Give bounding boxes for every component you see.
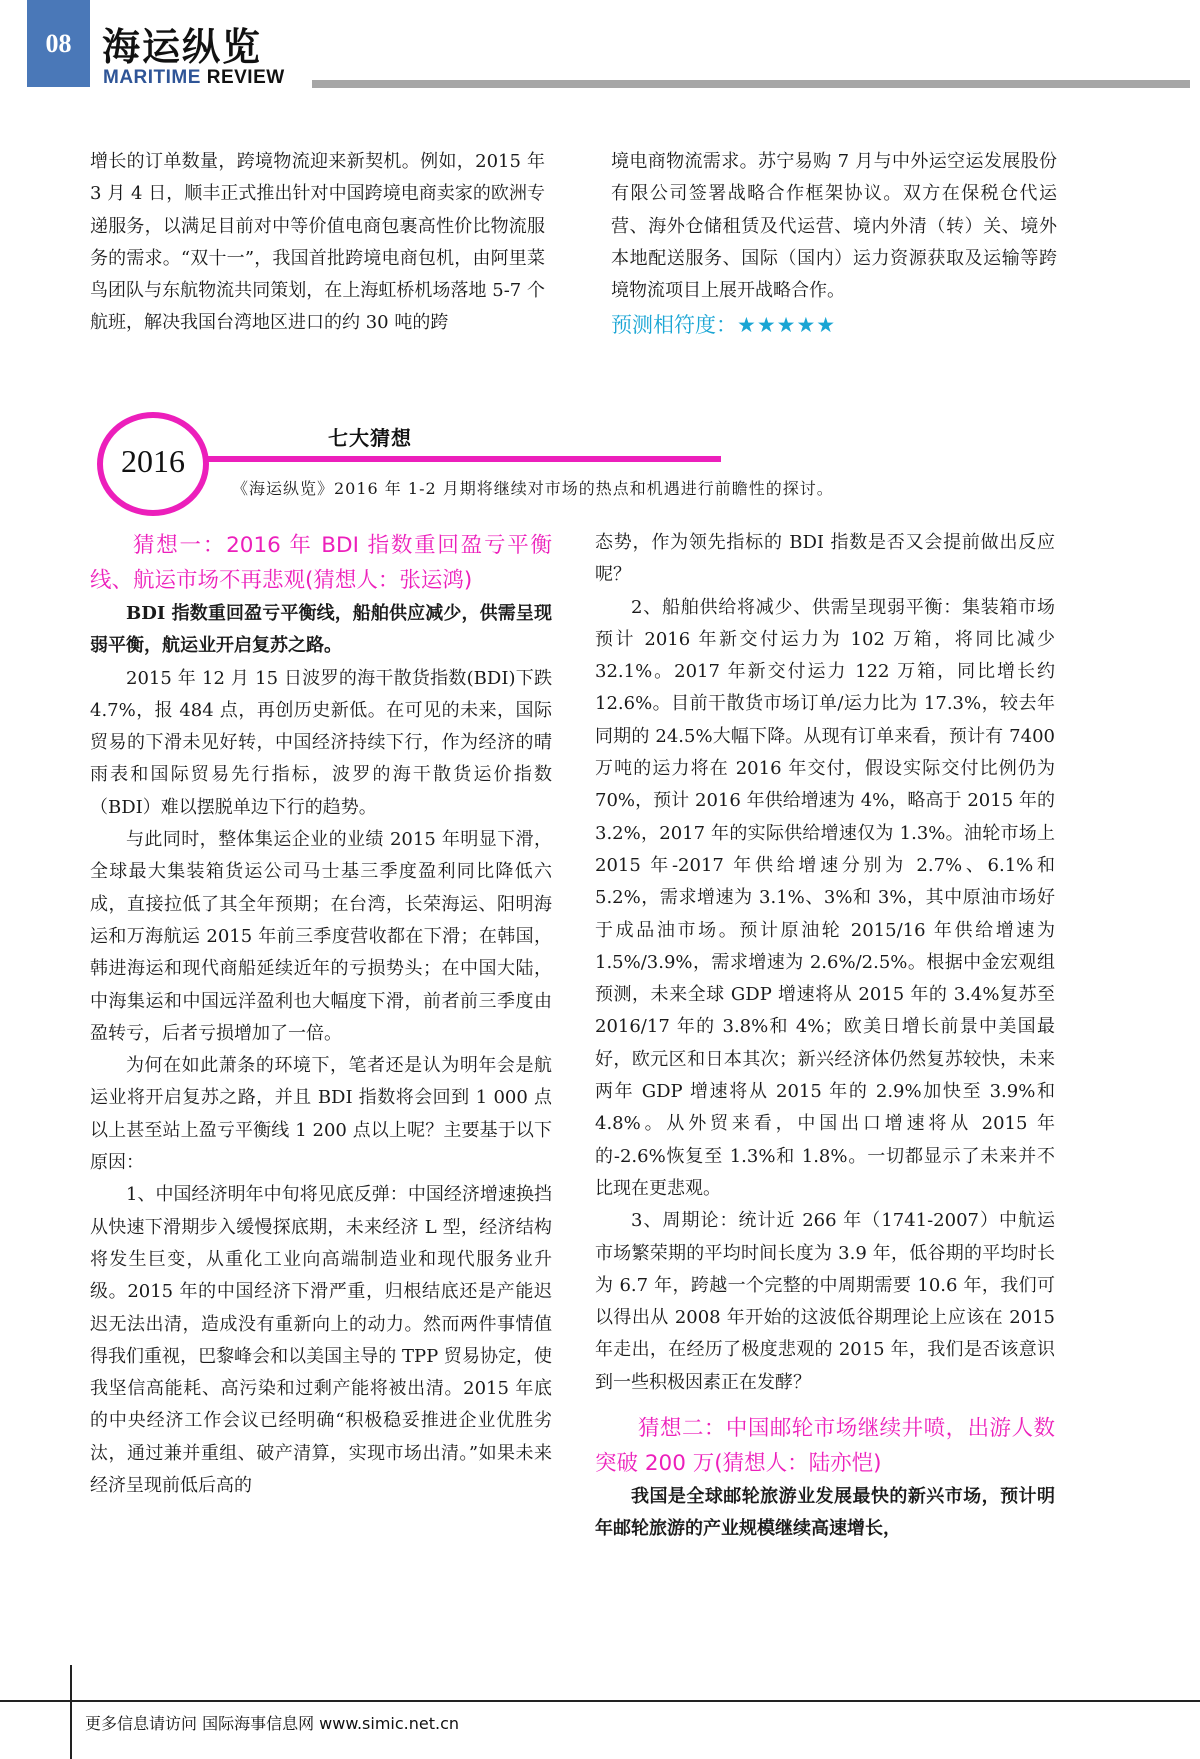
guess2-heading: 猜想二：中国邮轮市场继续井喷，出游人数突破 200 万(猜想人：陆亦恺) xyxy=(595,1416,1055,1477)
guess2-lead: 我国是全球邮轮旅游业发展最快的新兴市场，预计明年邮轮旅游的产业规模继续高速增长， xyxy=(595,1486,1055,1540)
top-right-column xyxy=(611,146,1057,343)
prediction-rating xyxy=(611,307,1057,343)
footer-vertical-rule xyxy=(70,1665,72,1759)
section-subtitle: 《海运纵览》2016 年 1-2 月期将继续对市场的热点和机遇进行前瞻性的探讨。 xyxy=(232,479,834,498)
right-main-column xyxy=(595,527,1055,1546)
guess1-paragraph-4: 1、中国经济明年中旬将见底反弹：中国经济增速换挡从快速下滑期步入缓慢探底期，未来经济 L 型，经济结构将发生巨变，从重化工业向高端制造业和现代服务业升级。2015 年的中国经济下滑严重，归根结底还是产能迟迟无法出清，造成没有重新向上的动力。然而两件事情值得我们重视，巴黎峰会和以美国主导的 TPP 贸易协定，使我坚信高能耗、高污染和过剩产能将被出清。2015 年底的中央经济工作会议已经明确“积极稳妥推进企业优胜劣汰，通过兼并重组、破产清算，实现市场出清。”如果未来经济呈现前低后高的 xyxy=(90,1184,552,1497)
guess1-lead: BDI 指数重回盈亏平衡线，船舶供应减少，供需呈现弱平衡，航运业开启复苏之路。 xyxy=(90,603,552,657)
right-paragraph-2: 3、周期论：统计近 266 年（1741-2007）中航运市场繁荣期的平均时间长度为 3.9 年，低谷期的平均时长为 6.7 年，跨越一个完整的中周期需要 10.6 年，我们可以得出从 2008 年开始的这波低谷期理论上应该在 2015 年走出，在经历了极度悲观的 2015 年，我们是否该意识到一些积极因素正在发酵？ xyxy=(595,1210,1055,1393)
rating-label: 预测相符度： xyxy=(611,313,737,338)
guess1-paragraph-3: 为何在如此萧条的环境下，笔者还是认为明年会是航运业将开启复苏之路，并且 BDI 指数将会回到 1 000 点以上甚至站上盈亏平衡线 1 200 点以上呢？主要基于以下原因： xyxy=(90,1055,552,1174)
top-left-paragraph: 增长的订单数量，跨境物流迎来新契机。例如，2015 年 3 月 4 日，顺丰正式推出针对中国跨境电商卖家的欧洲专递服务，以满足目前对中等价值电商包裹高性价比物流服务的需求。“双十一”，我国首批跨境电商包机，由阿里菜鸟团队与东航物流共同策划，在上海虹桥机场落地 5-7 个航班，解决我国台湾地区进口的约 30 吨的跨 xyxy=(90,151,545,334)
top-left-column xyxy=(90,146,545,340)
subtitle-maritime: MARITIME xyxy=(103,67,201,88)
guess1-paragraph-1: 2015 年 12 月 15 日波罗的海干散货指数(BDI)下跌 4.7%，报 484 点，再创历史新低。在可见的未来，国际贸易的下滑未见好转，中国经济持续下行，作为经济的晴雨表和国际贸易先行指标，波罗的海干散货运价指数（BDI）难以摆脱单边下行的趋势。 xyxy=(90,667,552,818)
magazine-subtitle xyxy=(103,67,285,89)
right-paragraph-1: 2、船舶供给将减少、供需呈现弱平衡：集装箱市场预计 2016 年新交付运力为 102 万箱，将同比减少 32.1%。2017 年新交付运力 122 万箱，同比增长约 12.6%。目前干散货市场订单/运力比为 17.3%，较去年同期的 24.5%大幅下降。从现有订单来看，预计有 7400 万吨的运力将在 2016 年交付，假设实际交付比例仍为 70%，预计 2016 年供给增速为 4%，略高于 2015 年的 3.2%，2017 年的实际供给增速仅为 1.3%。油轮市场上 2015 年-2017 年供给增速分别为 2.7%、6.1%和 5.2%，需求增速为 3.1%、3%和 3%，其中原油市场好于成品油市场。预计原油轮 2015/16 年供给增速为 1.5%/3.9%，需求增速为 2.6%/2.5%。根据中金宏观组预测，未来全球 GDP 增速将从 2015 年的 3.4%复苏至 2016/17 年的 3.8%和 4%；欧美日增长前景中美国最好，欧元区和日本其次；新兴经济体仍然复苏较快，未来两年 GDP 增速将从 2015 年的 2.9%加快至 3.9%和 4.8%。从外贸来看，中国出口增速将从 2015 年的-2.6%恢复至 1.3%和 1.8%。一切都显示了未来并不比现在更悲观。 xyxy=(595,596,1055,1199)
subtitle-review: REVIEW xyxy=(206,67,285,88)
rating-stars: ★★★★★ xyxy=(737,313,837,338)
left-main-column xyxy=(90,528,552,1502)
guess1-paragraph-2: 与此同时，整体集运企业的业绩 2015 年明显下滑，全球最大集装箱货运公司马士基三季度盈利同比降低六成，直接拉低了其全年预期；在台湾，长荣海运、阳明海运和万海航运 2015 年前三季度营收都在下滑；在韩国，韩进海运和现代商船延续近年的亏损势头；在中国大陆，中海集运和中国远洋盈利也大幅度下滑，前者前三季度由盈转亏，后者亏损增加了一倍。 xyxy=(90,829,552,1044)
section-rule xyxy=(206,456,721,462)
year-badge: 2016 xyxy=(121,443,185,479)
guess1-heading: 猜想一：2016 年 BDI 指数重回盈亏平衡线、航运市场不再悲观(猜想人：张运鸿) xyxy=(90,533,552,593)
page-number: 08 xyxy=(27,0,90,87)
section-title: 七大猜想 xyxy=(328,426,412,450)
magazine-title: 海运纵览 xyxy=(102,25,263,69)
top-right-paragraph: 境电商物流需求。苏宁易购 7 月与中外运空运发展股份有限公司签署战略合作框架协议。双方在保税仓代运营、海外仓储租赁及代运营、境内外清（转）关、境外本地配送服务、国际（国内）运力资源获取及运输等跨境物流项目上展开战略合作。 xyxy=(611,151,1057,302)
header-rule xyxy=(312,80,1190,88)
right-paragraph-0: 态势，作为领先指标的 BDI 指数是否又会提前做出反应呢？ xyxy=(595,532,1055,586)
footer-text: 更多信息请访问 国际海事信息网 www.simic.net.cn xyxy=(85,1714,460,1733)
footer-rule xyxy=(0,1700,1200,1702)
